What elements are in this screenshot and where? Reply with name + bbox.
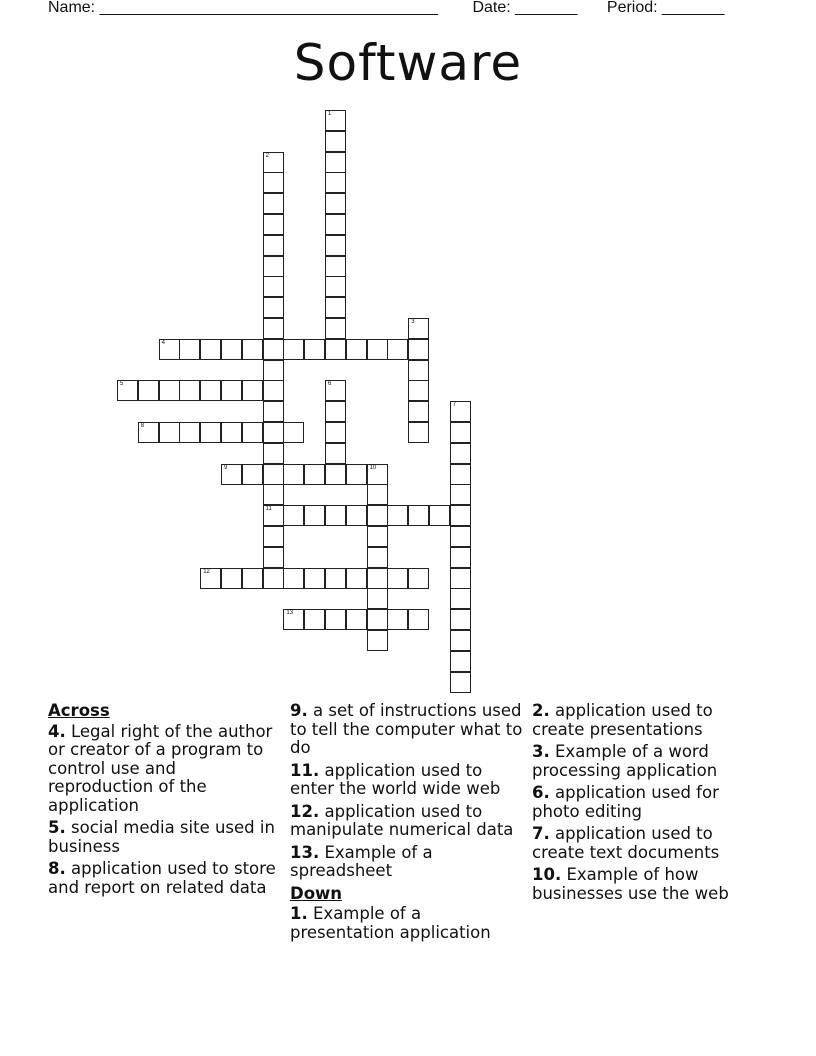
grid-cell[interactable] — [263, 422, 284, 443]
cell-number: 1 — [328, 111, 332, 117]
clue-text: Example of a word processing application — [532, 742, 718, 780]
clue-column-3 — [532, 702, 768, 907]
grid-cell[interactable] — [263, 526, 284, 547]
grid-cell[interactable] — [387, 568, 408, 589]
clue-number: 7. — [532, 824, 550, 843]
grid-cell[interactable] — [450, 443, 471, 464]
clue-item — [48, 860, 284, 897]
cell-number: 9 — [224, 464, 228, 471]
clue-number: 8. — [48, 859, 66, 878]
grid-cell[interactable] — [367, 609, 388, 630]
grid-cell[interactable] — [408, 505, 429, 526]
grid-cell[interactable] — [346, 505, 367, 526]
grid-cell[interactable] — [408, 422, 429, 443]
grid-cell[interactable] — [263, 401, 284, 422]
clue-item — [290, 803, 526, 840]
grid-cell[interactable] — [263, 464, 284, 485]
grid-cell[interactable] — [242, 422, 263, 443]
cell-number: 4 — [161, 339, 165, 346]
grid-cell[interactable] — [283, 339, 304, 360]
clue-text: Example of how businesses use the web — [532, 865, 729, 903]
clue-number: 12. — [290, 801, 320, 821]
cell-number: 7 — [452, 402, 457, 409]
grid-cell[interactable] — [325, 401, 346, 422]
grid-cell[interactable] — [367, 588, 388, 609]
clue-item — [290, 844, 526, 881]
clue-item — [290, 762, 526, 799]
grid-cell[interactable] — [200, 568, 221, 589]
grid-cell[interactable] — [325, 318, 346, 339]
grid-cell[interactable] — [200, 339, 221, 360]
grid-cell[interactable] — [159, 380, 180, 401]
grid-cell[interactable] — [325, 110, 346, 131]
grid-cell[interactable] — [263, 339, 284, 360]
grid-cell[interactable] — [283, 464, 304, 485]
grid-cell[interactable] — [242, 339, 263, 360]
grid-cell[interactable] — [367, 505, 388, 526]
grid-cell[interactable] — [325, 131, 346, 152]
grid-cell[interactable] — [450, 630, 471, 651]
cell-number: 5 — [120, 381, 124, 388]
clue-number: 1. — [290, 904, 308, 923]
grid-cell[interactable] — [221, 380, 242, 401]
grid-cell[interactable] — [263, 256, 284, 277]
grid-cell[interactable] — [325, 193, 346, 214]
grid-cell[interactable] — [242, 464, 263, 485]
grid-cell[interactable] — [263, 172, 284, 193]
grid-cell[interactable] — [408, 339, 429, 360]
grid-cell[interactable] — [263, 193, 284, 214]
grid-cell[interactable] — [429, 505, 450, 526]
clue-number: 6. — [532, 783, 550, 802]
grid-cell[interactable] — [408, 318, 429, 339]
cell-number: 12 — [203, 568, 210, 575]
cell-number: 8 — [140, 423, 145, 429]
grid-cell[interactable] — [179, 339, 200, 360]
clue-item — [532, 702, 768, 739]
grid-cell[interactable] — [325, 297, 346, 318]
grid-cell[interactable] — [304, 505, 325, 526]
grid-cell[interactable] — [304, 568, 325, 589]
clue-number: 10. — [532, 865, 562, 884]
clue-item — [48, 819, 284, 856]
grid-cell[interactable] — [221, 339, 242, 360]
grid-cell[interactable] — [408, 609, 429, 630]
grid-cell[interactable] — [346, 568, 367, 589]
grid-cell[interactable] — [263, 235, 284, 256]
grid-cell[interactable] — [325, 380, 346, 401]
clue-text: application used to create presentations — [532, 701, 713, 739]
grid-cell[interactable] — [346, 609, 367, 630]
clue-item — [48, 723, 284, 816]
grid-cell[interactable] — [304, 339, 325, 360]
date-field[interactable]: Date: _______ — [472, 0, 578, 16]
grid-cell[interactable] — [450, 588, 471, 609]
grid-cell[interactable] — [408, 380, 429, 401]
grid-cell[interactable] — [263, 152, 284, 173]
clue-text: application used to store and report on related data — [48, 859, 276, 897]
grid-cell[interactable] — [263, 568, 284, 589]
clue-item — [290, 702, 526, 758]
grid-cell[interactable] — [450, 401, 471, 422]
grid-cell[interactable] — [367, 547, 388, 568]
grid-cell[interactable] — [283, 505, 304, 526]
grid-cell[interactable] — [325, 609, 346, 630]
grid-cell[interactable] — [179, 380, 200, 401]
grid-cell[interactable] — [387, 505, 408, 526]
grid-cell[interactable] — [325, 443, 346, 464]
clue-column-1 — [48, 702, 284, 901]
cell-number: 11 — [265, 506, 272, 513]
grid-cell[interactable] — [325, 568, 346, 589]
grid-cell[interactable] — [304, 609, 325, 630]
clue-number: 5. — [48, 818, 66, 837]
grid-cell[interactable] — [263, 318, 284, 339]
across-heading: Across — [48, 701, 110, 720]
grid-cell[interactable] — [346, 464, 367, 485]
cell-number: 2 — [265, 152, 269, 159]
clue-item — [532, 825, 768, 862]
grid-cell[interactable] — [325, 339, 346, 360]
grid-cell[interactable] — [242, 380, 263, 401]
grid-cell[interactable] — [200, 380, 221, 401]
clue-number: 2. — [532, 701, 550, 720]
clue-text: application used for photo editing — [532, 783, 719, 821]
grid-cell[interactable] — [325, 276, 346, 297]
clue-text: Example of a spreadsheet — [290, 842, 433, 880]
grid-cell[interactable] — [263, 547, 284, 568]
grid-cell[interactable] — [263, 214, 284, 235]
grid-cell[interactable] — [138, 380, 159, 401]
cell-number: 6 — [328, 381, 332, 388]
grid-cell[interactable] — [367, 484, 388, 505]
clue-number: 13. — [290, 842, 320, 862]
grid-cell[interactable] — [117, 380, 138, 401]
grid-cell[interactable] — [450, 422, 471, 443]
grid-cell[interactable] — [325, 235, 346, 256]
period-field[interactable]: Period: _______ — [606, 0, 725, 16]
grid-cell[interactable] — [159, 422, 180, 443]
grid-cell[interactable] — [242, 568, 263, 589]
clue-number: 9. — [290, 701, 308, 720]
grid-cell[interactable] — [283, 568, 304, 589]
grid-cell[interactable] — [450, 651, 471, 672]
clue-item — [532, 866, 768, 903]
name-field[interactable]: Name: ______________________________________ — [48, 0, 438, 16]
grid-cell[interactable] — [221, 464, 242, 485]
grid-cell[interactable] — [367, 464, 388, 485]
grid-cell[interactable] — [408, 401, 429, 422]
grid-cell[interactable] — [450, 526, 471, 547]
grid-cell[interactable] — [325, 505, 346, 526]
grid-cell[interactable] — [263, 380, 284, 401]
grid-cell[interactable] — [263, 443, 284, 464]
clue-number: 11. — [290, 760, 320, 780]
grid-cell[interactable] — [367, 630, 388, 651]
clue-text: application used to create text documents — [532, 824, 720, 862]
clue-text: a set of instructions used to tell the computer what to do — [290, 701, 523, 757]
clue-text: social media site used in business — [48, 818, 275, 856]
grid-cell[interactable] — [325, 464, 346, 485]
grid-cell[interactable] — [450, 464, 471, 485]
grid-cell[interactable] — [408, 360, 429, 381]
grid-cell[interactable] — [179, 422, 200, 443]
grid-cell[interactable] — [283, 422, 304, 443]
grid-cell[interactable] — [263, 505, 284, 526]
page-title: Software — [293, 34, 523, 92]
grid-cell[interactable] — [325, 214, 346, 235]
cell-number: 10 — [369, 464, 377, 471]
grid-cell[interactable] — [304, 464, 325, 485]
grid-cell[interactable] — [159, 339, 180, 360]
grid-cell[interactable] — [450, 547, 471, 568]
cell-number: 3 — [411, 319, 415, 325]
grid-cell[interactable] — [450, 505, 471, 526]
clue-item — [532, 784, 768, 821]
grid-cell[interactable] — [387, 609, 408, 630]
grid-cell[interactable] — [367, 339, 388, 360]
clue-text: application used to enter the world wide web — [290, 760, 501, 798]
grid-cell[interactable] — [408, 568, 429, 589]
grid-cell[interactable] — [325, 422, 346, 443]
clue-column-2 — [290, 702, 526, 946]
cell-number: 13 — [286, 610, 294, 617]
grid-cell[interactable] — [450, 609, 471, 630]
grid-cell[interactable] — [221, 422, 242, 443]
grid-cell[interactable] — [325, 256, 346, 277]
grid-cell[interactable] — [450, 568, 471, 589]
grid-cell[interactable] — [200, 422, 221, 443]
grid-cell[interactable] — [346, 339, 367, 360]
grid-cell[interactable] — [263, 297, 284, 318]
grid-cell[interactable] — [263, 360, 284, 381]
grid-cell[interactable] — [221, 568, 242, 589]
clue-text: Legal right of the author or creator of a program to control use and reproduction of the application — [48, 721, 273, 815]
down-heading: Down — [290, 883, 343, 903]
clue-number: 3. — [532, 742, 550, 761]
grid-cell[interactable] — [325, 152, 346, 173]
clue-item — [290, 905, 526, 942]
clue-text: application used to manipulate numerical data — [290, 801, 514, 839]
grid-cell[interactable] — [263, 484, 284, 505]
grid-cell[interactable] — [138, 422, 159, 443]
clue-item — [532, 743, 768, 780]
grid-cell[interactable] — [325, 172, 346, 193]
clue-number: 4. — [48, 721, 66, 741]
grid-cell[interactable] — [283, 609, 304, 630]
grid-cell[interactable] — [367, 526, 388, 547]
grid-cell[interactable] — [367, 568, 388, 589]
grid-cell[interactable] — [450, 484, 471, 505]
grid-cell[interactable] — [450, 672, 471, 693]
grid-cell[interactable] — [263, 276, 284, 297]
grid-cell[interactable] — [387, 339, 408, 360]
clue-text: Example of a presentation application — [290, 904, 491, 942]
